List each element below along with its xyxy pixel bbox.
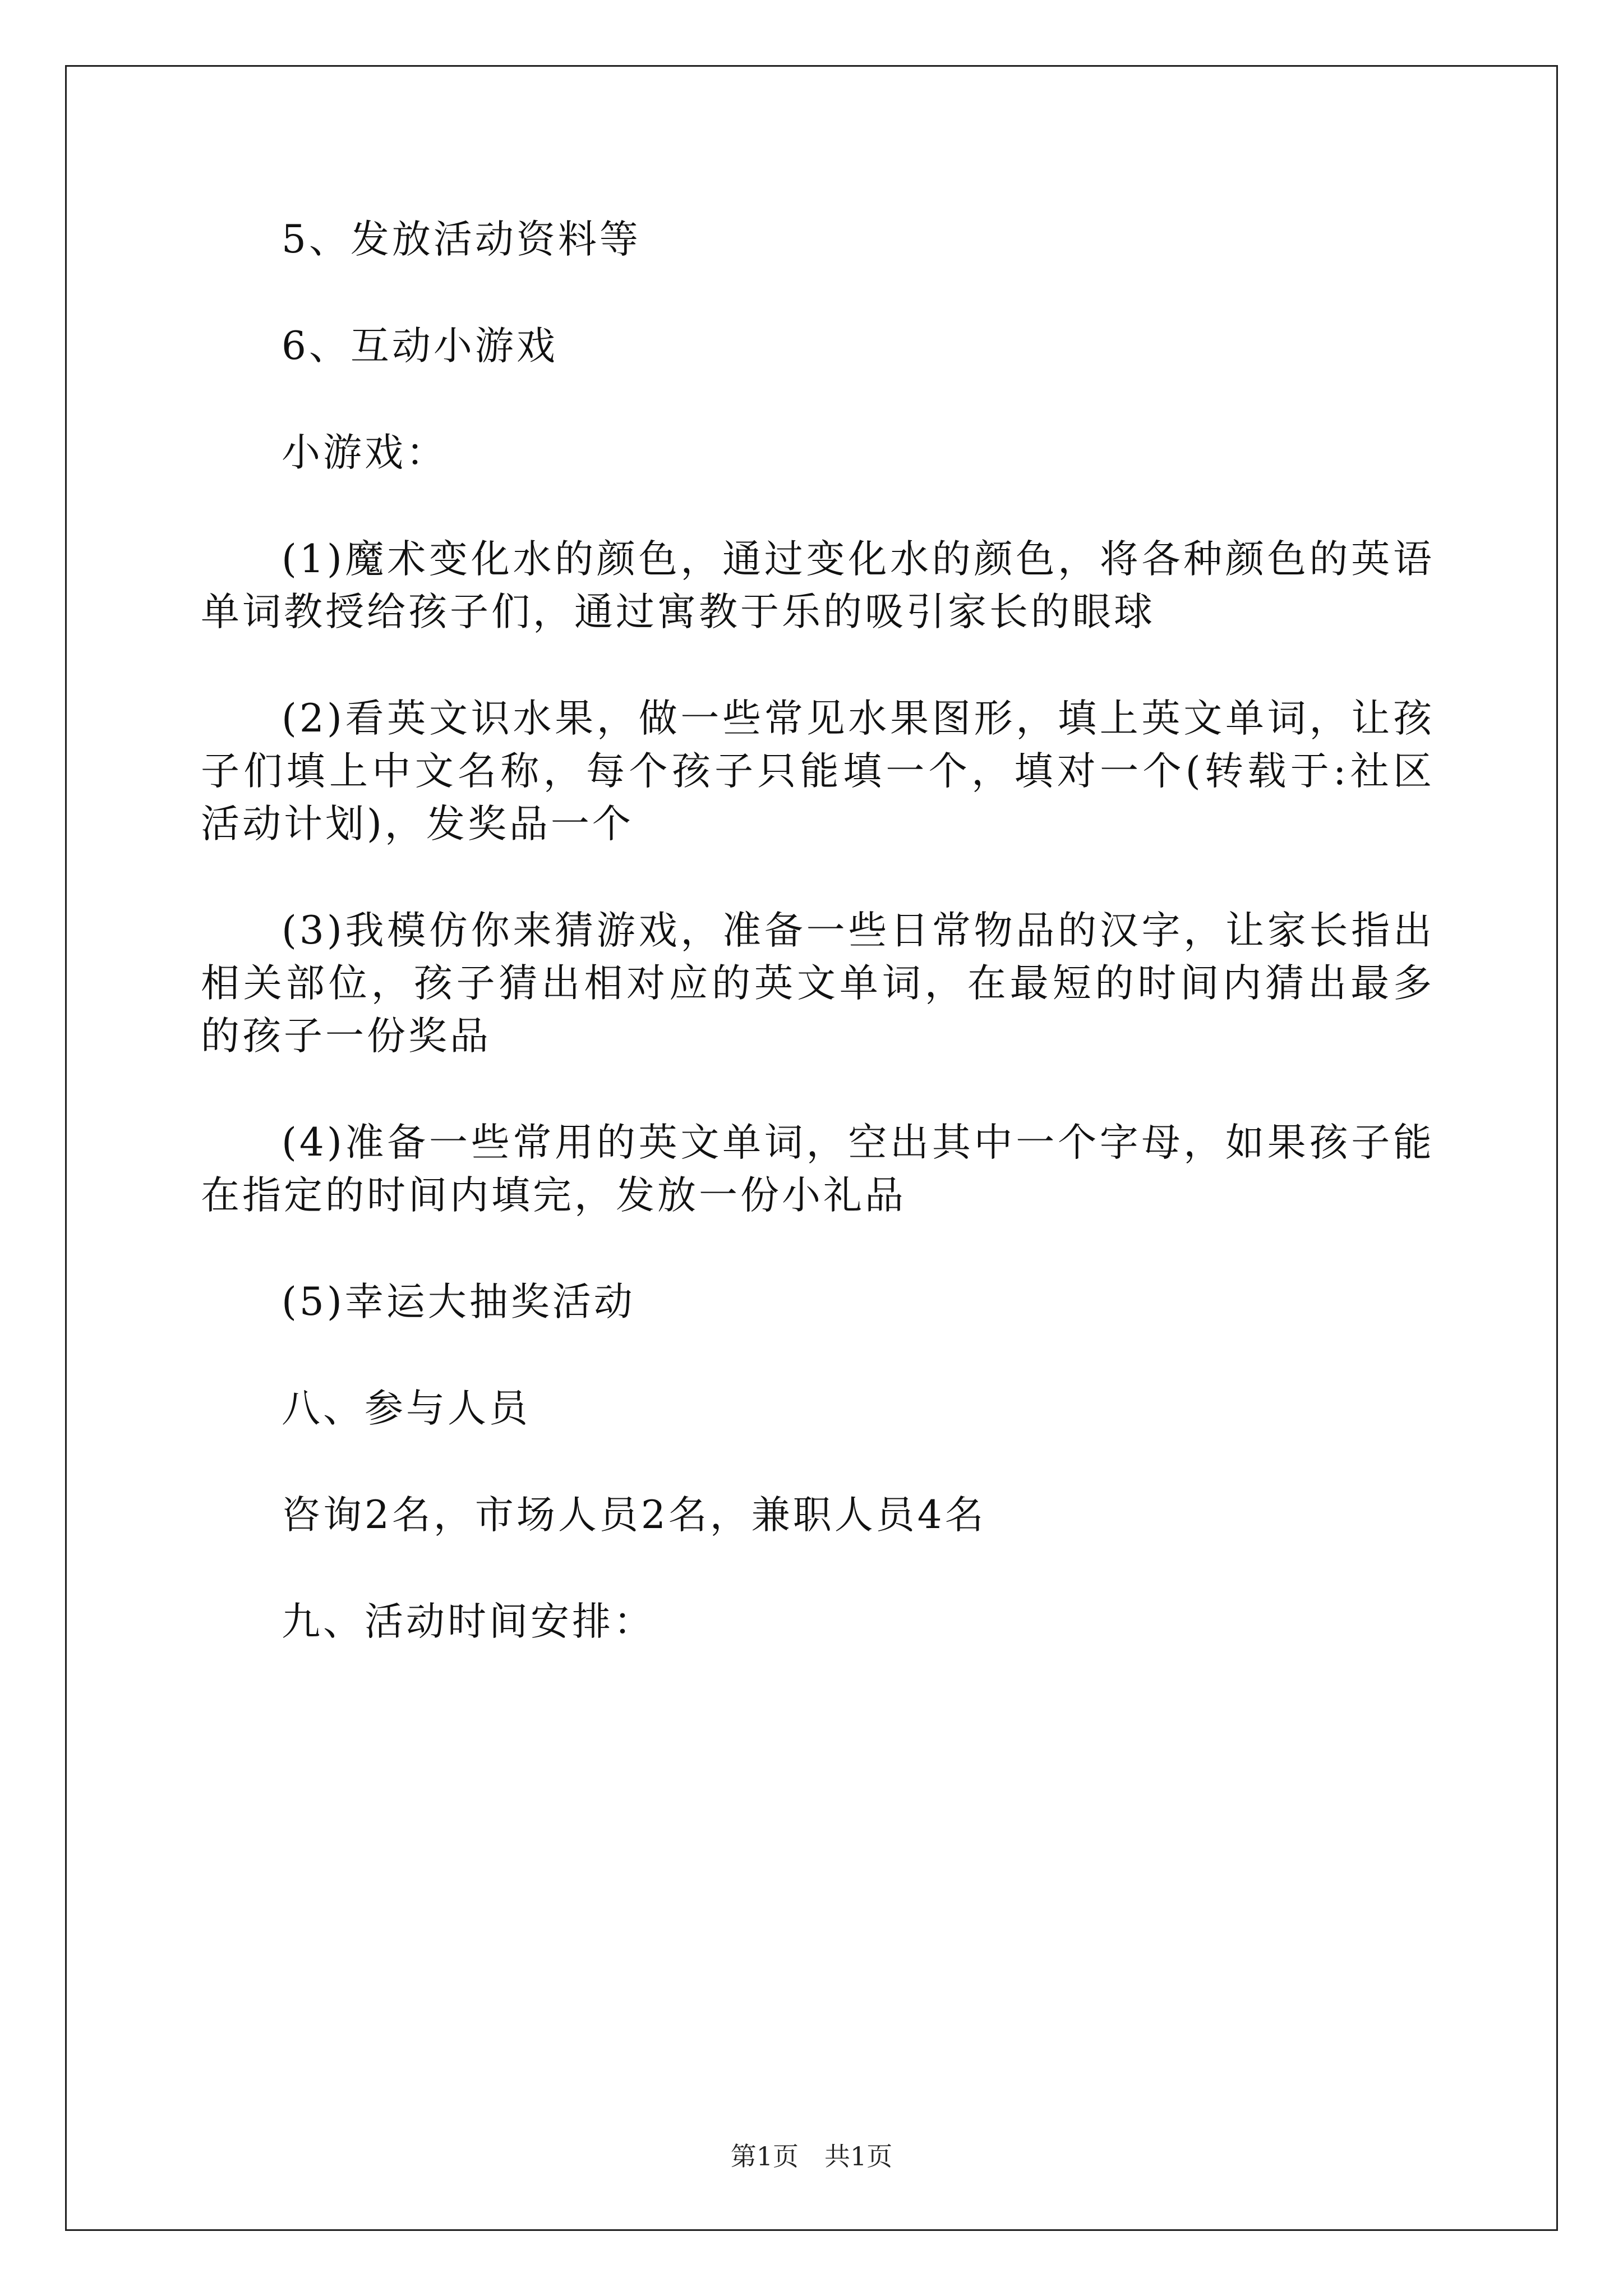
paragraph-games-heading: 小游戏： <box>282 430 448 475</box>
paragraph-participants: 咨询2名，市场人员2名，兼职人员4名 <box>282 1493 986 1538</box>
paragraph-game-5: (5)幸运大抽奖活动 <box>282 1280 635 1324</box>
paragraph-game-3: (3)我模仿你来猜游戏，准备一些日常物品的汉字，让家长指出相关部位，孩子猜出相对应的英文单词，在最短的时间内猜出最多的孩子一份奖品 <box>201 908 1435 1059</box>
section-heading-participants: 八、参与人员 <box>282 1386 531 1431</box>
paragraph-game-1: (1)魔术变化水的颜色，通过变化水的颜色，将各种颜色的英语单词教授给孩子们，通过寓教于乐的吸引家长的眼球 <box>201 537 1435 634</box>
document-body <box>201 213 1435 1702</box>
paragraph-item-5: 5、发放活动资料等 <box>282 217 641 262</box>
page-number-footer: 第1页 共1页 <box>730 2141 893 2171</box>
paragraph-game-4: (4)准备一些常用的英文单词，空出其中一个字母，如果孩子能在指定的时间内填完，发放一份小礼品 <box>201 1120 1435 1218</box>
paragraph-game-2: (2)看英文识水果，做一些常见水果图形，填上英文单词，让孩子们填上中文名称，每个孩子只能填一个，填对一个(转载于:社区活动计划)，发奖品一个 <box>201 696 1435 846</box>
section-heading-schedule: 九、活动时间安排： <box>282 1599 655 1644</box>
paragraph-item-6: 6、互动小游戏 <box>282 324 558 369</box>
